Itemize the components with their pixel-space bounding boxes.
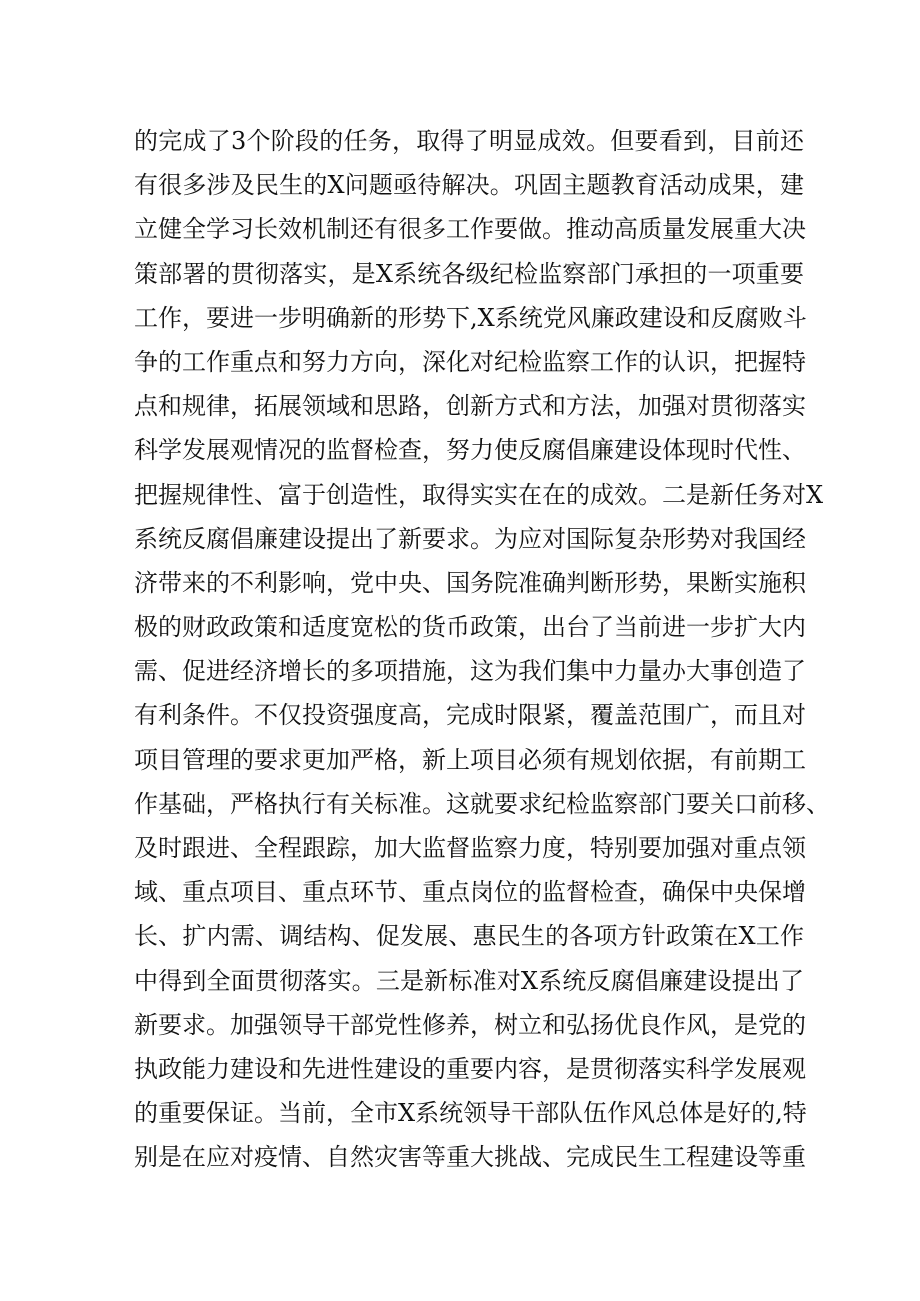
text-line: 新要求。加强领导干部党性修养，树立和弘扬优良作风，是党的	[134, 1010, 806, 1039]
text-line: 争的工作重点和努力方向，深化对纪检监察工作的认识，把握特	[134, 347, 806, 376]
text-line: 及时跟进、全程跟踪，加大监督监察力度，特别要加强对重点领	[134, 834, 806, 862]
text-line: 科学发展观情况的监督检查，努力使反腐倡廉建设体现时代性、	[134, 436, 806, 465]
text-line: 的重要保证。当前，全市X系统领导干部队伍作风总体是好的,特	[134, 1099, 807, 1128]
text-line: 执政能力建设和先进性建设的重要内容，是贯彻落实科学发展观	[134, 1054, 806, 1083]
body-paragraph	[134, 119, 830, 1180]
text-line: 域、重点项目、重点环节、重点岗位的监督检查，确保中央保增	[134, 878, 806, 907]
text-line: 点和规律，拓展领域和思路，创新方式和方法，加强对贯彻落实	[134, 392, 806, 421]
text-line: 有利条件。不仅投资强度高，完成时限紧，覆盖范围广，而且对	[134, 701, 806, 730]
text-line: 立健全学习长效机制还有很多工作要做。推动高质量发展重大决	[134, 215, 806, 244]
text-line: 中得到全面贯彻落实。三是新标准对X系统反腐倡廉建设提出了	[134, 966, 804, 995]
text-line: 有很多涉及民生的X问题亟待解决。巩固主题教育活动成果，建	[134, 171, 804, 200]
text-line: 系统反腐倡廉建设提出了新要求。为应对国际复杂形势对我国经	[134, 524, 806, 553]
text-line: 济带来的不利影响，党中央、国务院准确判断形势，果断实施积	[134, 568, 806, 597]
text-line: 需、促进经济增长的多项措施，这为我们集中力量办大事创造了	[134, 657, 806, 686]
text-line: 项目管理的要求更加严格，新上项目必须有规划依据，有前期工	[134, 745, 806, 774]
text-line: 极的财政政策和适度宽松的货币政策，出台了当前进一步扩大内	[134, 613, 806, 642]
text-line: 作基础，严格执行有关标准。这就要求纪检监察部门要关口前移、	[134, 789, 830, 818]
text-line: 别是在应对疫情、自然灾害等重大挑战、完成民生工程建设等重	[134, 1143, 806, 1172]
text-line: 策部署的贯彻落实，是X系统各级纪检监察部门承担的一项重要	[134, 259, 804, 288]
text-line: 工作，要进一步明确新的形势下,X系统党风廉政建设和反腐败斗	[134, 303, 807, 332]
text-line: 的完成了3个阶段的任务，取得了明显成效。但要看到，目前还	[134, 127, 804, 155]
text-line: 长、扩内需、调结构、促发展、惠民生的各项方针政策在X工作	[134, 922, 804, 951]
text-line: 把握规律性、富于创造性，取得实实在在的成效。二是新任务对X	[134, 480, 824, 509]
